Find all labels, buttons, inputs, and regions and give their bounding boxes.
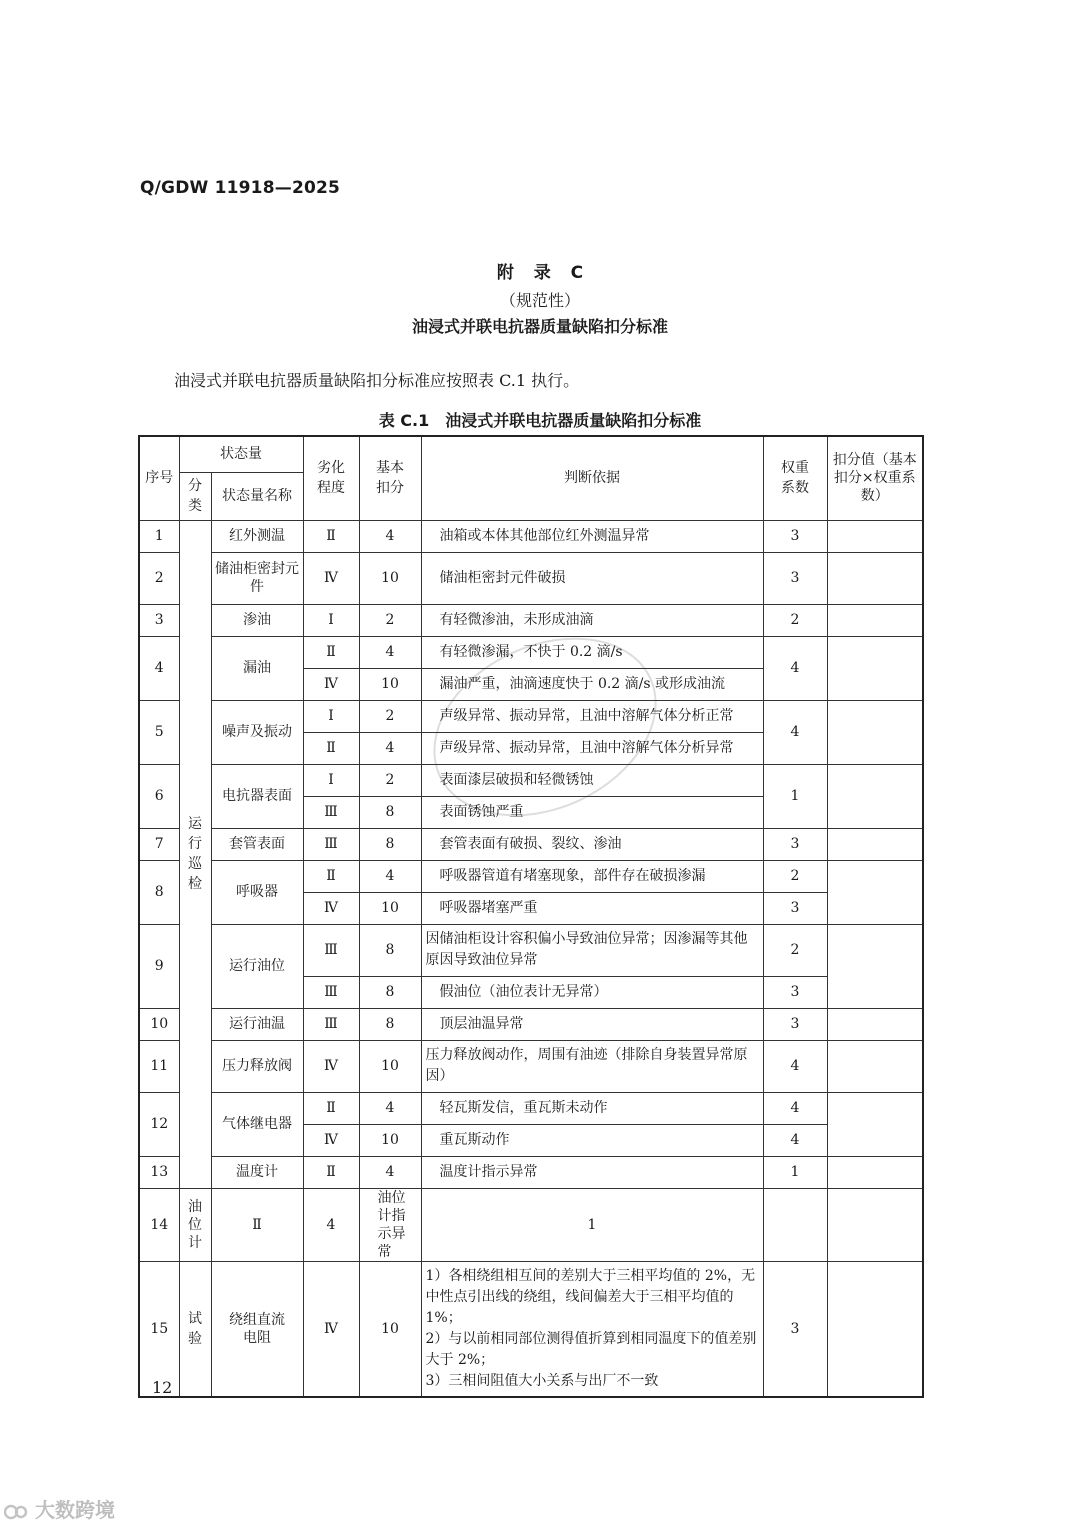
basis-cell: 假油位（油位表计无异常） xyxy=(421,976,763,1008)
deduct-cell xyxy=(827,604,923,636)
basis-cell: 声级异常、振动异常，且油中溶解气体分析异常 xyxy=(421,732,763,764)
appendix-name: 油浸式并联电抗器质量缺陷扣分标准 xyxy=(411,317,668,336)
deduct-cell xyxy=(827,828,923,860)
seq-cell: 11 xyxy=(139,1040,179,1092)
category-cell-patrol: 运行巡检 xyxy=(179,520,211,1188)
basis-cell: 漏油严重，油滴速度快于 0.2 滴/s 或形成油流 xyxy=(421,668,763,700)
degree-cell: Ⅲ xyxy=(303,924,359,976)
seq-cell: 13 xyxy=(139,1156,179,1188)
state-name-cell: 噪声及振动 xyxy=(211,700,303,764)
deduct-cell xyxy=(827,636,923,700)
deduct-cell xyxy=(827,1092,923,1156)
header-degree: 劣化程度 xyxy=(303,436,359,520)
weight-cell: 2 xyxy=(763,924,827,976)
table-row xyxy=(139,700,923,732)
category-cell-test: 试验 xyxy=(179,1261,211,1397)
deduct-cell xyxy=(827,764,923,828)
degree-cell: Ⅱ xyxy=(303,636,359,668)
weight-cell: 3 xyxy=(763,976,827,1008)
table-row xyxy=(139,764,923,796)
state-name-cell: 电抗器表面 xyxy=(211,764,303,828)
table-row xyxy=(139,1261,923,1397)
weight-cell: 1 xyxy=(763,1156,827,1188)
watermark-text: 大数跨境 xyxy=(34,1498,115,1522)
base-cell: 8 xyxy=(359,924,421,976)
basis-cell: 有轻微渗漏，不快于 0.2 滴/s xyxy=(421,636,763,668)
basis-cell: 储油柜密封元件破损 xyxy=(421,552,763,604)
base-cell: 8 xyxy=(359,828,421,860)
seq-cell: 2 xyxy=(139,552,179,604)
basis-cell: 表面锈蚀严重 xyxy=(421,796,763,828)
basis-cell: 呼吸器管道有堵塞现象，部件存在破损渗漏 xyxy=(421,860,763,892)
base-cell: 10 xyxy=(359,1261,421,1397)
table-row xyxy=(139,636,923,668)
deduct-cell xyxy=(827,1156,923,1188)
degree-cell: Ⅱ xyxy=(303,732,359,764)
intro-paragraph: 油浸式并联电抗器质量缺陷扣分标准应按照表 C.1 执行。 xyxy=(174,371,580,390)
basis-cell: 轻瓦斯发信，重瓦斯未动作 xyxy=(421,1092,763,1124)
state-name-cell: 红外测温 xyxy=(211,520,303,552)
table-row xyxy=(139,552,923,604)
table-row xyxy=(139,924,923,976)
weight-cell: 4 xyxy=(763,700,827,764)
degree-cell: Ⅰ xyxy=(303,604,359,636)
state-name-cell: 气体继电器 xyxy=(211,1092,303,1156)
appendix-type: （规范性） xyxy=(499,291,580,310)
table-row xyxy=(139,1008,923,1040)
deduct-cell xyxy=(827,860,923,924)
base-cell: 10 xyxy=(359,1124,421,1156)
deduct-cell xyxy=(827,1261,923,1397)
weight-cell: 3 xyxy=(763,828,827,860)
state-name-cell: 套管表面 xyxy=(211,828,303,860)
basis-cell: 套管表面有破损、裂纹、渗油 xyxy=(421,828,763,860)
seq-cell: 1 xyxy=(139,520,179,552)
basis-cell: 呼吸器堵塞严重 xyxy=(421,892,763,924)
basis-cell: 压力释放阀动作，周围有油迹（排除自身装置异常原因） xyxy=(421,1040,763,1092)
base-cell: 10 xyxy=(359,552,421,604)
basis-cell: 表面漆层破损和轻微锈蚀 xyxy=(421,764,763,796)
base-cell: 2 xyxy=(359,604,421,636)
table-row xyxy=(139,604,923,636)
seq-cell: 15 xyxy=(139,1261,179,1397)
base-cell: 4 xyxy=(359,1092,421,1124)
degree-cell: Ⅳ xyxy=(303,1124,359,1156)
degree-cell: Ⅱ xyxy=(303,860,359,892)
table-row xyxy=(139,828,923,860)
basis-cell: 油位计指示异常 xyxy=(359,1188,421,1261)
degree-cell: Ⅱ xyxy=(303,520,359,552)
weight-cell: 1 xyxy=(421,1188,763,1261)
deduct-cell xyxy=(827,520,923,552)
deduct-cell xyxy=(827,552,923,604)
header-basis: 判断依据 xyxy=(421,436,763,520)
degree-cell: Ⅲ xyxy=(303,796,359,828)
weight-cell: 4 xyxy=(763,1040,827,1092)
degree-cell: Ⅳ xyxy=(303,552,359,604)
weight-cell: 3 xyxy=(763,520,827,552)
base-cell: 8 xyxy=(359,796,421,828)
seq-cell: 5 xyxy=(139,700,179,764)
state-name-cell: 渗油 xyxy=(211,604,303,636)
base-cell: 8 xyxy=(359,1008,421,1040)
base-cell: 2 xyxy=(359,764,421,796)
base-cell: 4 xyxy=(359,520,421,552)
state-name-cell: 绕组直流电阻 xyxy=(211,1261,303,1397)
weight-cell: 4 xyxy=(763,1124,827,1156)
basis-cell: 声级异常、振动异常，且油中溶解气体分析正常 xyxy=(421,700,763,732)
header-deduct: 扣分值（基本扣分×权重系数） xyxy=(827,436,923,520)
deduct-cell xyxy=(763,1188,827,1261)
base-cell: 10 xyxy=(359,668,421,700)
seq-cell: 8 xyxy=(139,860,179,924)
document-code: Q/GDW 11918—2025 xyxy=(140,178,341,198)
state-name-cell: 运行油温 xyxy=(211,1008,303,1040)
seq-cell: 10 xyxy=(139,1008,179,1040)
degree-cell: Ⅰ xyxy=(303,700,359,732)
base-cell: 10 xyxy=(359,1040,421,1092)
basis-line: 1）各相绕组相互间的差别大于三相平均值的 2%，无中性点引出线的绕组，线间偏差大于三相平均值的 1%； xyxy=(425,1267,756,1326)
deduct-cell xyxy=(827,1008,923,1040)
table-caption: 表 C.1 油浸式并联电抗器质量缺陷扣分标准 xyxy=(378,411,702,430)
weight-cell: 4 xyxy=(763,1092,827,1124)
state-name-cell: 温度计 xyxy=(211,1156,303,1188)
weight-cell: 2 xyxy=(763,604,827,636)
basis-cell: 温度计指示异常 xyxy=(421,1156,763,1188)
table-row xyxy=(139,520,923,552)
deduct-cell xyxy=(827,924,923,1008)
base-cell: 4 xyxy=(359,636,421,668)
weight-cell: 3 xyxy=(763,1008,827,1040)
state-name-cell: 运行油位 xyxy=(211,924,303,1008)
state-name-cell: 呼吸器 xyxy=(211,860,303,924)
base-cell: 4 xyxy=(303,1188,359,1261)
header-seq: 序号 xyxy=(139,436,179,520)
seq-cell: 12 xyxy=(139,1092,179,1156)
weight-cell: 3 xyxy=(763,552,827,604)
state-name-cell: 压力释放阀 xyxy=(211,1040,303,1092)
weight-cell: 3 xyxy=(763,1261,827,1397)
basis-cell: 重瓦斯动作 xyxy=(421,1124,763,1156)
seq-cell: 14 xyxy=(139,1188,179,1261)
degree-cell: Ⅲ xyxy=(303,1008,359,1040)
degree-cell: Ⅳ xyxy=(303,1040,359,1092)
deduction-table xyxy=(138,435,924,1398)
header-category: 分类 xyxy=(179,472,211,520)
degree-cell: Ⅲ xyxy=(303,828,359,860)
basis-cell: 有轻微渗油，未形成油滴 xyxy=(421,604,763,636)
state-name-cell: 漏油 xyxy=(211,636,303,700)
table-row xyxy=(139,1092,923,1124)
header-base: 基本扣分 xyxy=(359,436,421,520)
basis-cell: 油箱或本体其他部位红外测温异常 xyxy=(421,520,763,552)
page-number: 12 xyxy=(152,1378,173,1397)
watermark xyxy=(4,1494,115,1523)
appendix-title: 附 录 C xyxy=(496,263,584,283)
degree-cell: Ⅳ xyxy=(303,668,359,700)
base-cell: 8 xyxy=(359,976,421,1008)
seq-cell: 3 xyxy=(139,604,179,636)
basis-line: 3）三相间阻值大小关系与出厂不一致 xyxy=(425,1372,659,1389)
degree-cell: Ⅱ xyxy=(303,1092,359,1124)
base-cell: 10 xyxy=(359,892,421,924)
base-cell: 4 xyxy=(359,860,421,892)
degree-cell: Ⅱ xyxy=(303,1156,359,1188)
weight-cell: 4 xyxy=(763,636,827,700)
header-weight: 权重系数 xyxy=(763,436,827,520)
deduct-cell xyxy=(827,700,923,764)
table-row xyxy=(139,1156,923,1188)
degree-cell: Ⅳ xyxy=(303,1261,359,1397)
table-row xyxy=(139,1188,923,1261)
weight-cell: 2 xyxy=(763,860,827,892)
degree-cell: Ⅲ xyxy=(303,976,359,1008)
seq-cell: 4 xyxy=(139,636,179,700)
table-row xyxy=(139,860,923,892)
header-state-group: 状态量 xyxy=(179,436,303,472)
seq-cell: 7 xyxy=(139,828,179,860)
basis-cell xyxy=(421,1261,763,1397)
base-cell: 4 xyxy=(359,732,421,764)
deduct-cell xyxy=(827,1040,923,1092)
basis-cell: 因储油柜设计容积偏小导致油位异常；因渗漏等其他原因导致油位异常 xyxy=(421,924,763,976)
degree-cell: Ⅰ xyxy=(303,764,359,796)
weight-cell: 1 xyxy=(763,764,827,828)
brand-logo-icon xyxy=(4,1502,28,1522)
degree-cell: Ⅳ xyxy=(303,892,359,924)
seq-cell: 6 xyxy=(139,764,179,828)
seq-cell: 9 xyxy=(139,924,179,1008)
table-row xyxy=(139,1040,923,1092)
state-name-cell: 储油柜密封元件 xyxy=(211,552,303,604)
degree-cell: Ⅱ xyxy=(211,1188,303,1261)
base-cell: 4 xyxy=(359,1156,421,1188)
basis-line: 2）与以前相同部位测得值折算到相同温度下的值差别大于 2%； xyxy=(425,1330,757,1368)
header-state-name: 状态量名称 xyxy=(211,472,303,520)
basis-cell: 顶层油温异常 xyxy=(421,1008,763,1040)
weight-cell: 3 xyxy=(763,892,827,924)
state-name-cell: 油位计 xyxy=(179,1188,211,1261)
base-cell: 2 xyxy=(359,700,421,732)
